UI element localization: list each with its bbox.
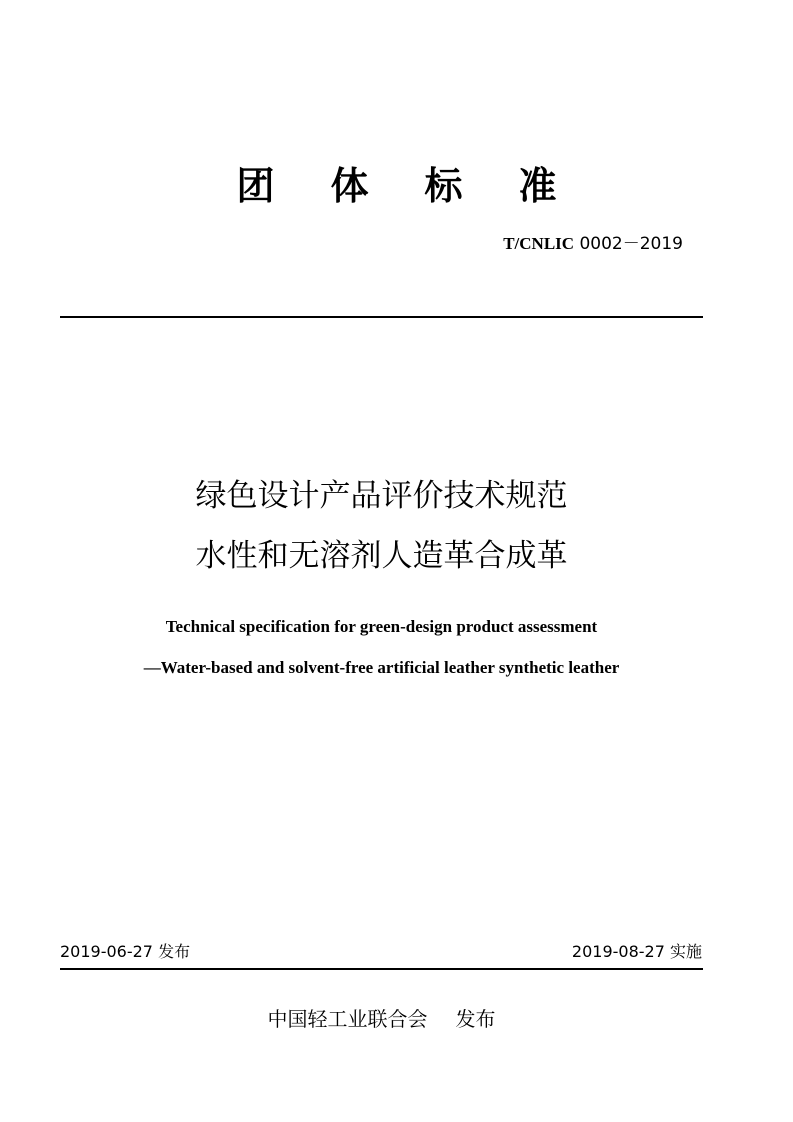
standard-number-prefix: T/CNLIC — [503, 234, 575, 253]
publisher-line — [0, 1004, 763, 1034]
english-title-line-1: Technical specification for green-design product assessment — [165, 617, 598, 636]
bottom-divider — [60, 968, 703, 970]
english-title-line-2: —Water-based and solvent-free artificial leather synthetic leather — [143, 658, 620, 677]
chinese-title-line-2: 水性和无溶剂人造革合成革 — [195, 538, 568, 574]
doc-type-char-3: 标 — [424, 164, 463, 208]
doc-type-char-2: 体 — [330, 164, 369, 208]
document-type-heading — [0, 160, 793, 212]
publisher-action: 发布 — [455, 1007, 496, 1031]
standard-number-value: 0002－2019 — [579, 234, 683, 254]
chinese-title-line-1: 绿色设计产品评价技术规范 — [195, 478, 568, 514]
publisher-name: 中国轻工业联合会 — [267, 1007, 428, 1031]
implementation-date: 2019-08-27 实施 — [571, 942, 702, 961]
top-divider — [60, 316, 703, 318]
doc-type-char-4: 准 — [518, 164, 557, 208]
doc-type-char-1: 团 — [236, 164, 275, 208]
standard-number — [503, 232, 683, 256]
issue-date: 2019-06-27 发布 — [60, 942, 191, 961]
